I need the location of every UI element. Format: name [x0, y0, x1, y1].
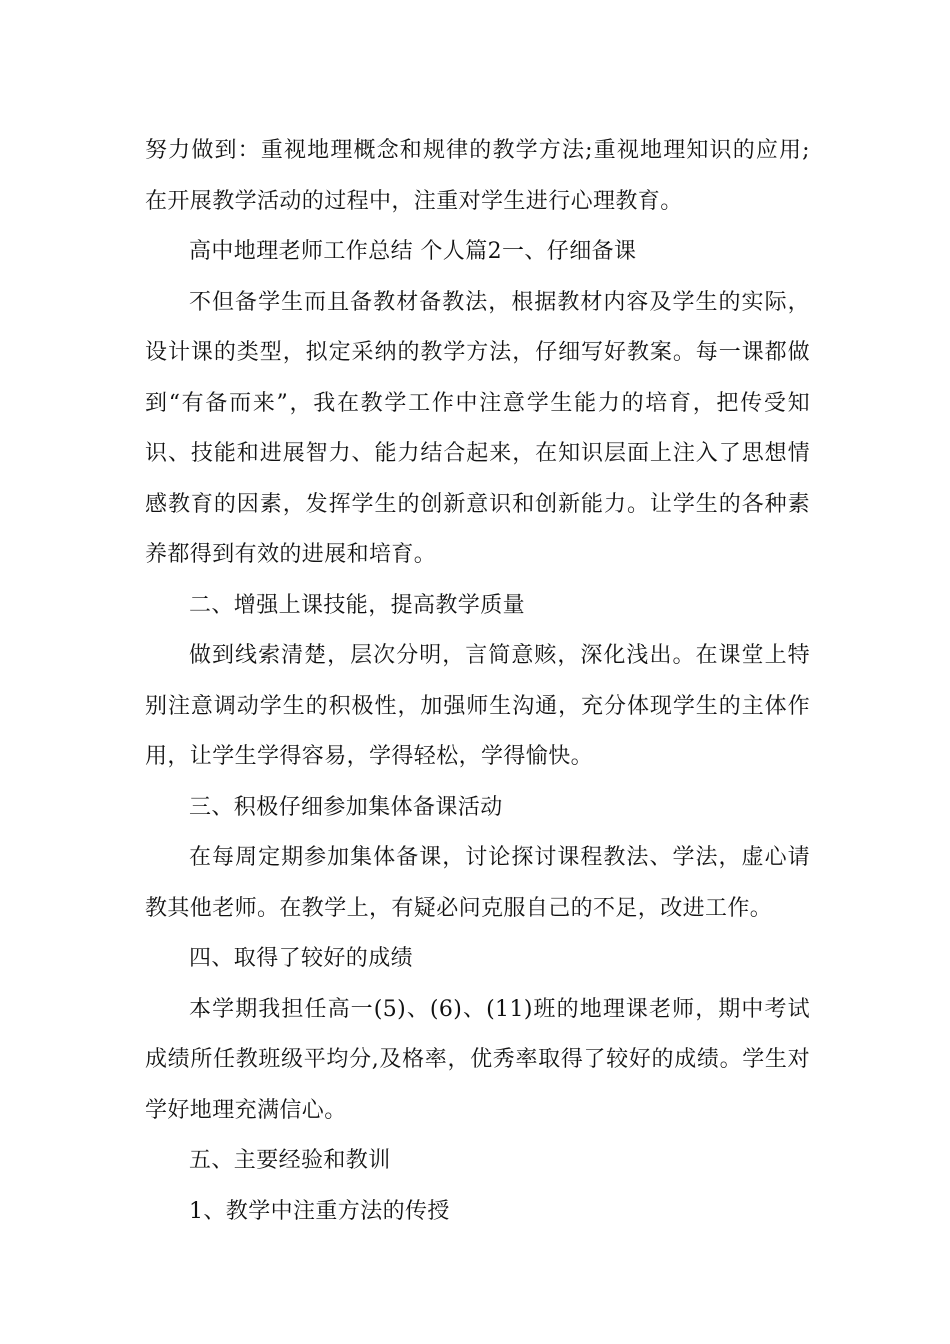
section-heading-2: 二、增强上课技能，提高教学质量 — [189, 592, 526, 618]
paragraph-continued: 努力做到：重视地理概念和规律的教学方法;重视地理知识的应用;在开展教学活动的过程中，注重对学生进行心理教育。 — [145, 138, 810, 214]
section-heading-3: 三、积极仔细参加集体备课活动 — [189, 794, 503, 820]
subsection-heading-1: 1、教学中注重方法的传授 — [189, 1198, 450, 1224]
paragraph-results: 本学期我担任高一(5)、(6)、(11)班的地理课老师，期中考试成绩所任教班级平均分,及格率，优秀率取得了较好的成绩。学生对学好地理充满信心。 — [145, 996, 810, 1123]
section-heading-4: 四、取得了较好的成绩 — [189, 946, 414, 971]
section-heading-5: 五、主要经验和教训 — [189, 1148, 391, 1173]
paragraph-collective-preparation: 在每周定期参加集体备课，讨论探讨课程教法、学法，虚心请教其他老师。在教学上，有疑必问克服自己的不足，改进工作。 — [145, 845, 810, 921]
document-body — [145, 126, 810, 1237]
paragraph-teaching-skills: 做到线索清楚，层次分明，言简意赅，深化浅出。在课堂上特别注意调动学生的积极性，加强师生沟通，充分体现学生的主体作用，让学生学得容易，学得轻松，学得愉快。 — [145, 643, 810, 769]
section-heading-article-2: 高中地理老师工作总结 个人篇2一、仔细备课 — [189, 239, 637, 264]
paragraph-lesson-preparation: 不但备学生而且备教材备教法，根据教材内容及学生的实际，设计课的类型，拟定采纳的教学方法，仔细写好教案。每一课都做到“有备而来”，我在教学工作中注意学生能力的培育，把传受知识、技能和进展智力、能力结合起来，在知识层面上注入了思想情感教育的因素，发挥学生的创新意识和创新能力。让学生的各种素养都得到有效的进展和培育。 — [145, 289, 810, 567]
